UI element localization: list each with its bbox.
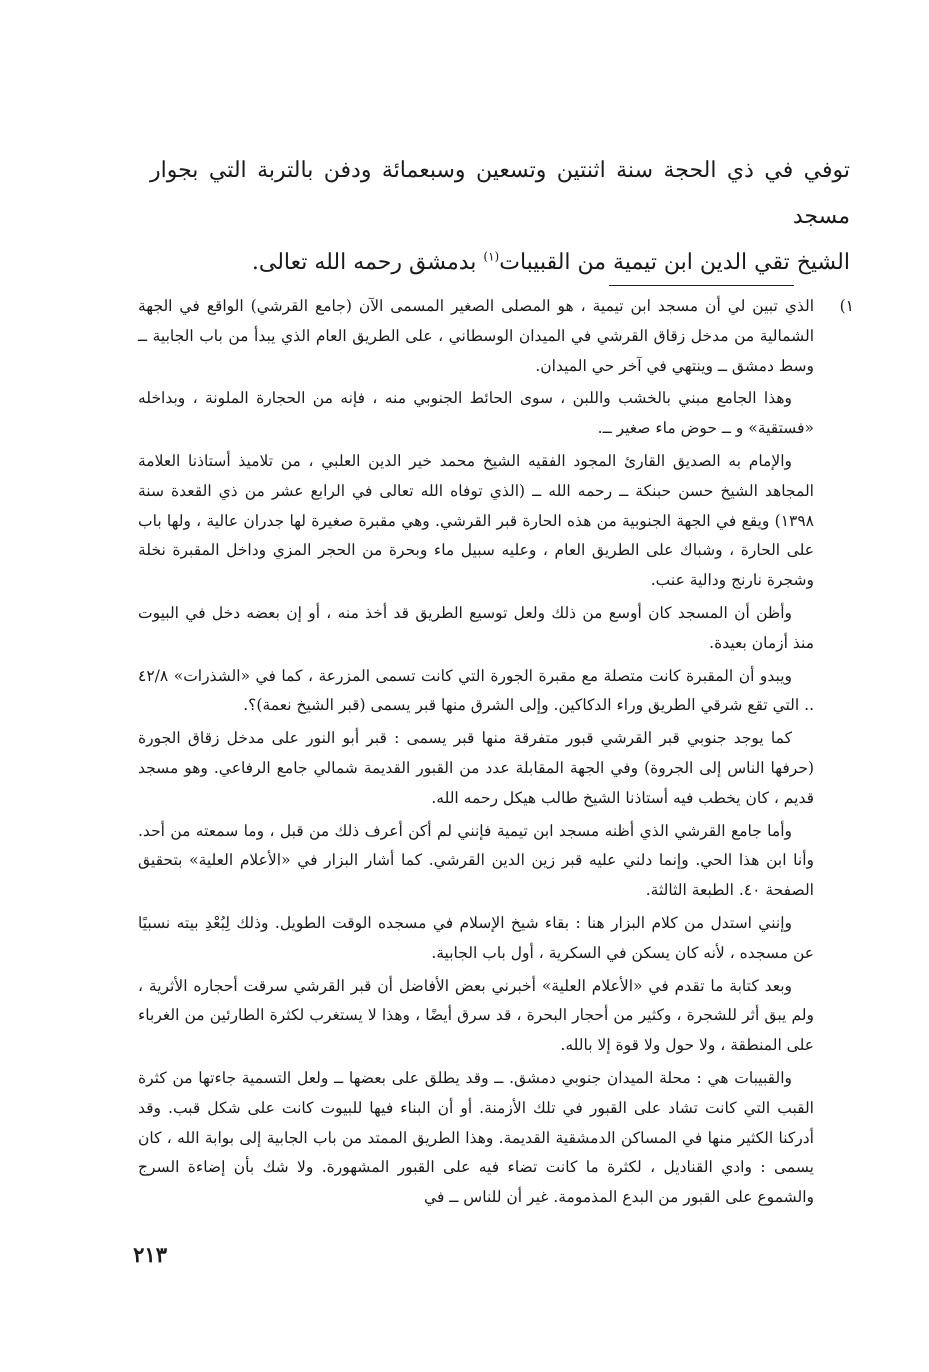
footnote-reference[interactable]: (١) [483, 249, 500, 264]
footnote-paragraph: والقبيبات هي : محلة الميدان جنوبي دمشق. ــ وقد يطلق على بعضها ــ ولعل التسمية جاءتها من كثرة القبب التي كانت تشاد على القبور في تلك الأزمنة. أو أن البناء فيها للبيوت كانت على شكل قبب. وقد أدركنا الكثير منها في المساكن الدمشقية القديمة. وهذا الطريق الممتد من باب الجابية إلى بوابة الله ، كان يسمى : وادي القناديل ، لكثرة ما كانت تضاء فيه على القبور المشهورة. ولا شك بأن إضاءة السرج والشموع على القبور من البدع المذمومة. غير أن للناس ــ في [138, 1068, 814, 1207]
footnote-paragraph: وإنني استدل من كلام البزار هنا : بقاء شيخ الإسلام في مسجده الوقت الطويل. وذلك لِبُعْدِ بيته نسبيًا عن مسجده ، لأنه كان يسكن في السكرية ، أول باب الجابية. [138, 913, 814, 962]
footnote-marker: ١) [839, 297, 854, 315]
footnote-paragraph: وأظن أن المسجد كان أوسع من ذلك ولعل توسيع الطريق قد أخذ منه ، أو إن بعضه دخل في البيوت منذ أزمان بعيدة. [138, 603, 814, 652]
main-text-line-2: الشيخ تقي الدين ابن تيمية من القبيبات$^{(١)}$ بدمشق رحمه الله تعالى. [251, 249, 850, 275]
footnote-paragraph: ١) الذي تبين لي أن مسجد ابن تيمية ، هو المصلى الصغير المسمى الآن (جامع القرشي) الواقع في الجهة الشمالية من مدخل زقاق القرشي في الميدان الوسطاني ، على الطريق العام الذي يبدأ من باب الجابية ــ وسط دمشق ــ وينتهي في آخر حي الميدان. [138, 292, 814, 381]
footnote-paragraph: والإمام به الصديق القارئ المجود الفقيه الشيخ محمد خير الدين العلبي ، من تلاميذ أستاذنا العلامة المجاهد الشيخ حسن حبنكة ــ رحمه الله ــ (الذي توفاه الله تعالى في الرابع عشر من ذي القعدة سنة ١٣٩٨) ويقع في الجهة الجنوبية من هذه الحارة قبر القرشي. وهي مقبرة صغيرة لها جدران عالية ، ولها باب على الحارة ، وشباك على الطريق العام ، وعليه سبيل ماء وبحرة من الحجر المزي وداخل المقبرة نخلة وشجرة نارنج ودالية عنب. [138, 451, 814, 590]
footnote-separator [609, 285, 794, 286]
footnote-paragraph: كما يوجد جنوبي قبر القرشي قبور متفرقة منها قبر يسمى : قبر أبو النور على مدخل زقاق الجورة (حرفها الناس إلى الجروة) وفي الجهة المقابلة عدد من القبور القديمة شمالي جامع الرفاعي. وهو مسجد قديم ، كان يخطب فيه أستاذنا الشيخ طالب هيكل رحمه الله. [138, 729, 814, 807]
footnote-paragraph: وهذا الجامع مبني بالخشب واللبن ، سوى الحائط الجنوبي منه ، فإنه من الحجارة الملونة ، وبداخله «فستقية» و ــ حوض ماء صغير ــ. [138, 389, 814, 438]
footnote-paragraph: وبعد كتابة ما تقدم في «الأعلام العلية» أخبرني بعض الأفاضل أن قبر القرشي سرقت أحجاره الأثرية ، ولم يبق أثر للشجرة ، وكثير من أحجار البحرة ، قد سرق أيضًا ، وهذا لا يستغرب لكثرة الطارئين من الغرباء على المنطقة ، ولا حول ولا قوة إلا بالله. [138, 976, 814, 1055]
footnote-paragraph: وأما جامع القرشي الذي أظنه مسجد ابن تيمية فإنني لم أكن أعرف ذلك من قبل ، وما سمعته من أحد. وأنا ابن هذا الحي. وإنما دلني عليه قبر زين الدين القرشي. كما أشار البزار في «الأعلام العلية» بتحقيق الصفحة ٤٠. الطبعة الثالثة. [138, 821, 814, 900]
main-text [150, 148, 850, 286]
page-number: ٢١٣ [133, 1242, 167, 1267]
footnotes [138, 292, 854, 1216]
main-text-line-1: توفي في ذي الحجة سنة اثنتين وتسعين وسبعمائة ودفن بالتربة التي بجوار مسجد [150, 158, 850, 229]
footnote-paragraph: ويبدو أن المقبرة كانت متصلة مع مقبرة الجورة التي كانت تسمى المزرعة ، كما في «الشذرات» ٤٢/٨ .. التي تقع شرقي الطريق وراء الدكاكين. وإلى الشرق منها قبر يسمى (قبر الشيخ نعمة)؟. [138, 666, 814, 715]
